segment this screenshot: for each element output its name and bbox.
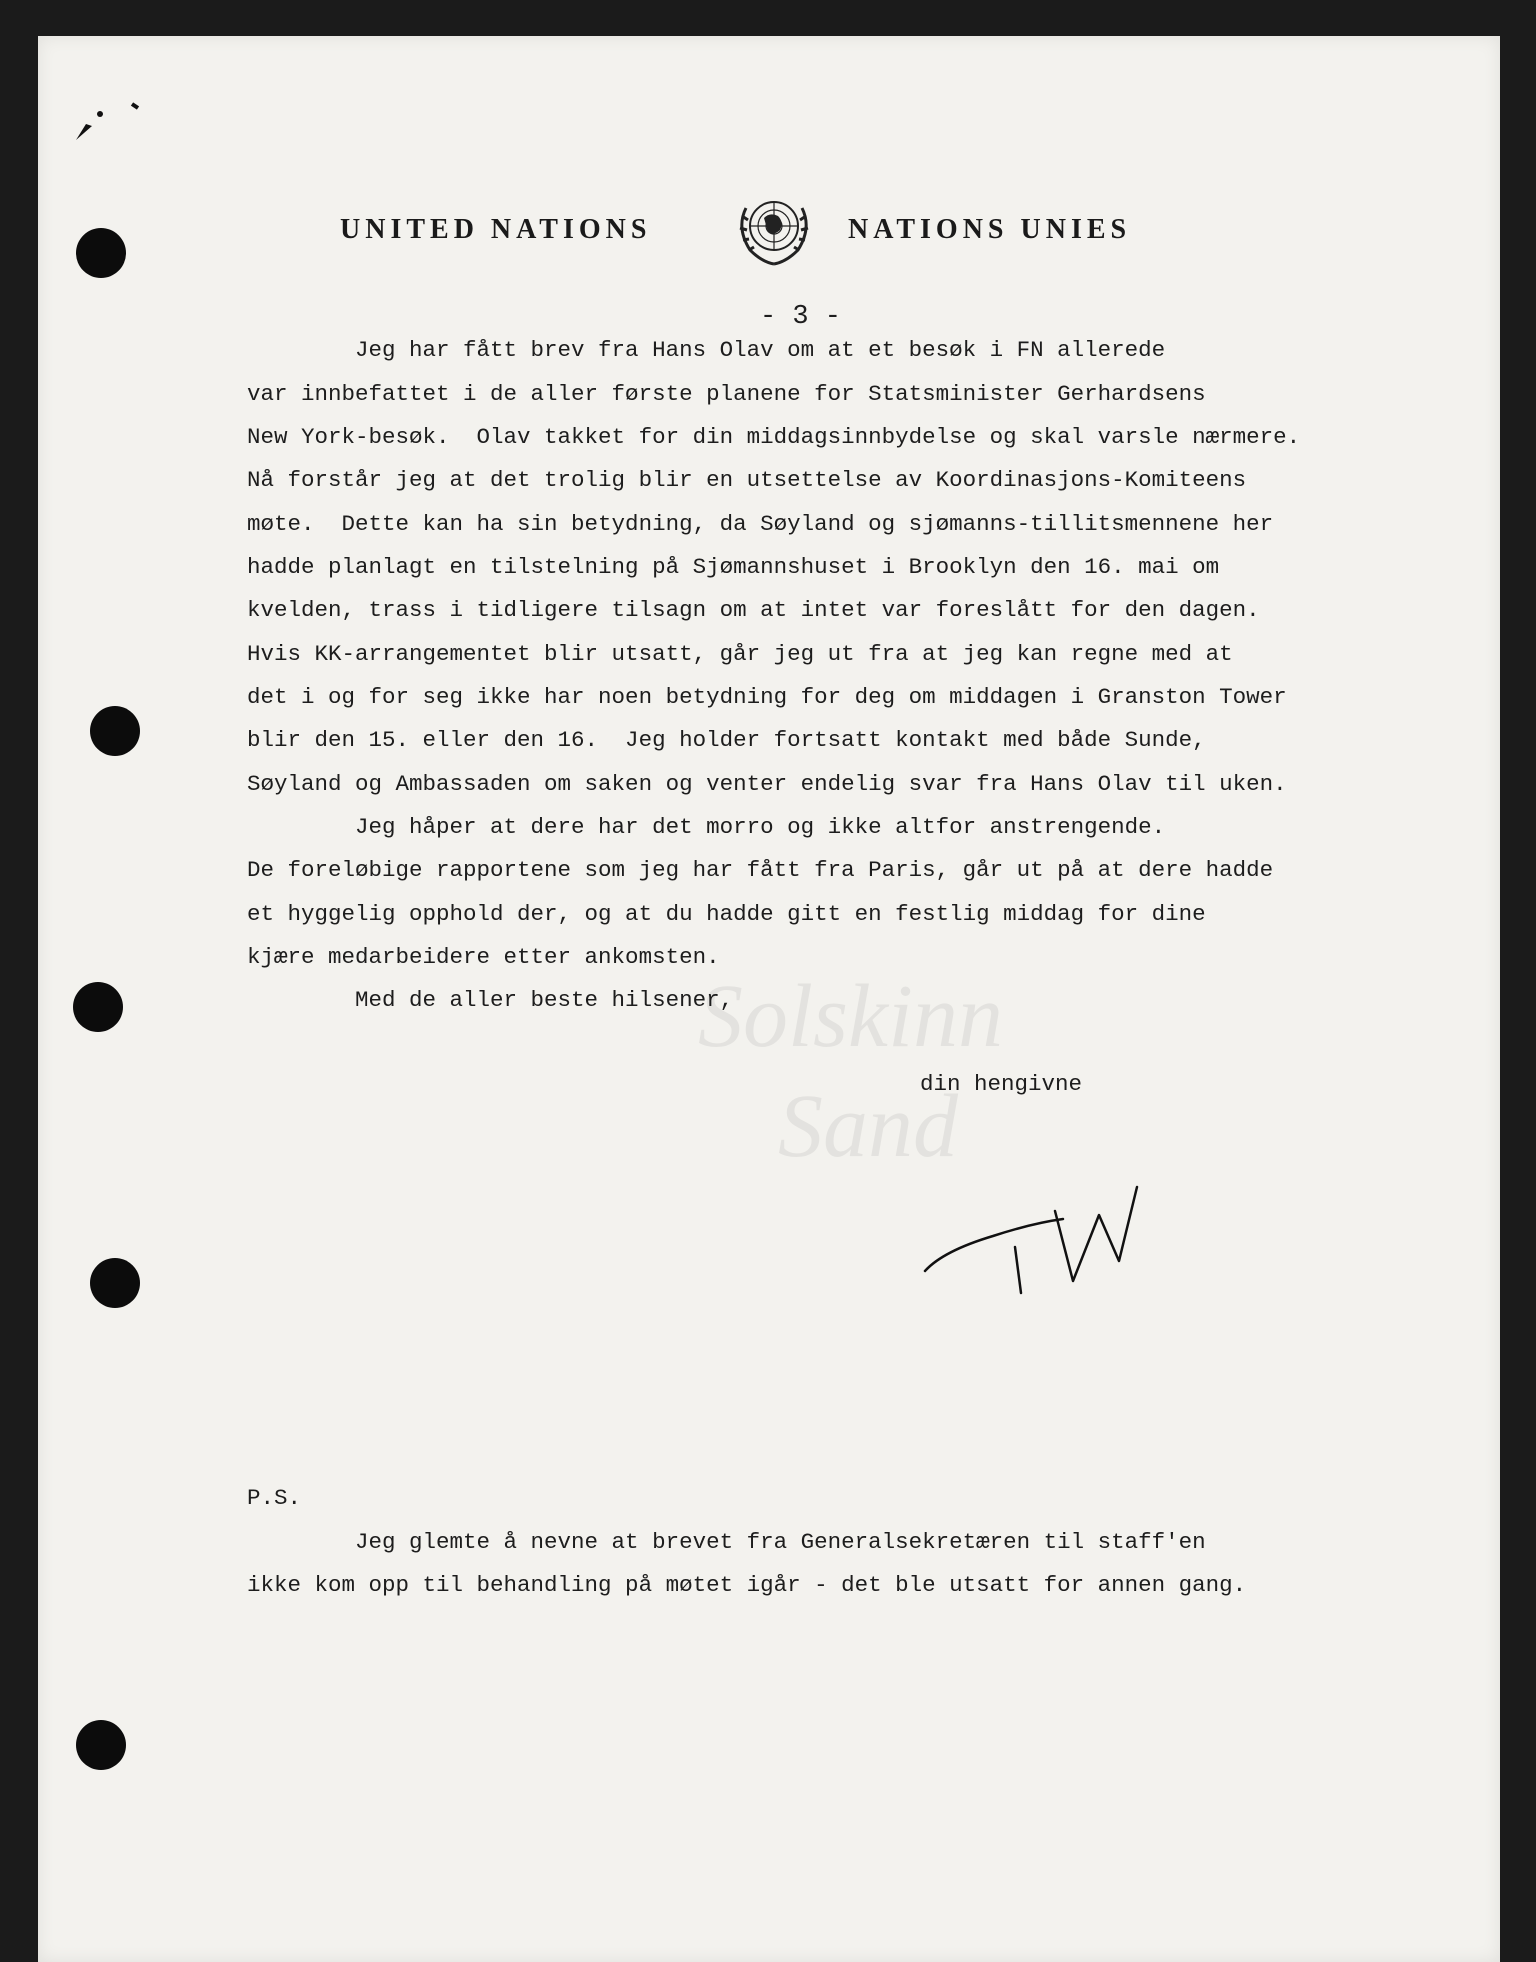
body-line: var innbefattet i de aller første planene for Statsminister Gerhardsens [247,381,1206,407]
document-page [38,36,1500,1962]
body-line: De foreløbige rapportene som jeg har fått fra Paris, går ut på at dere hadde [247,857,1274,883]
body-line: New York-besøk. Olav takket for din middagsinnbydelse og skal varsle nærmere. [247,424,1301,450]
body-line: Nå forstår jeg at det trolig blir en utsettelse av Koordinasjons-Komiteens [247,467,1247,493]
un-emblem-icon [728,186,820,274]
letterhead-left: UNITED NATIONS [340,214,652,245]
body-line: Hvis KK-arrangementet blir utsatt, går jeg ut fra at jeg kan regne med at [247,641,1233,667]
letterhead-right: NATIONS UNIES [848,214,1132,245]
svg-text:Solskinn: Solskinn [698,967,1003,1066]
letterhead [38,186,1500,276]
body-line: Jeg håper at dere har det morro og ikke altfor anstrengende. [247,814,1166,840]
svg-text:Sand: Sand [778,1077,958,1176]
punch-hole [90,706,140,756]
closing: din hengivne [920,1071,1083,1097]
postscript-label: P.S. [247,1485,302,1511]
ink-mark-icon [72,94,142,144]
signature [923,1171,1183,1301]
body-line: det i og for seg ikke har noen betydning for deg om middagen i Granston Tower [247,684,1287,710]
body-line: Jeg har fått brev fra Hans Olav om at et besøk i FN allerede [247,337,1166,363]
punch-hole [73,982,123,1032]
body-line: blir den 15. eller den 16. Jeg holder fortsatt kontakt med både Sunde, [247,727,1206,753]
body-line: kjære medarbeidere etter ankomsten. [247,944,720,970]
punch-hole [76,1720,126,1770]
postscript-line: Jeg glemte å nevne at brevet fra Generalsekretæren til staff'en [247,1529,1206,1555]
body-line: møte. Dette kan ha sin betydning, da Søyland og sjømanns-tillitsmennene her [247,511,1274,537]
punch-hole [90,1258,140,1308]
body-line: Søyland og Ambassaden om saken og venter endelig svar fra Hans Olav til uken. [247,771,1287,797]
body-line: kvelden, trass i tidligere tilsagn om at intet var foreslått for den dagen. [247,597,1260,623]
body-line: hadde planlagt en tilstelning på Sjømannshuset i Brooklyn den 16. mai om [247,554,1220,580]
postscript-line: ikke kom opp til behandling på møtet igår - det ble utsatt for annen gang. [247,1572,1247,1598]
page-number: - 3 - [760,302,842,332]
body-line: et hyggelig opphold der, og at du hadde gitt en festlig middag for dine [247,901,1206,927]
body-line: Med de aller beste hilsener, [247,987,734,1013]
